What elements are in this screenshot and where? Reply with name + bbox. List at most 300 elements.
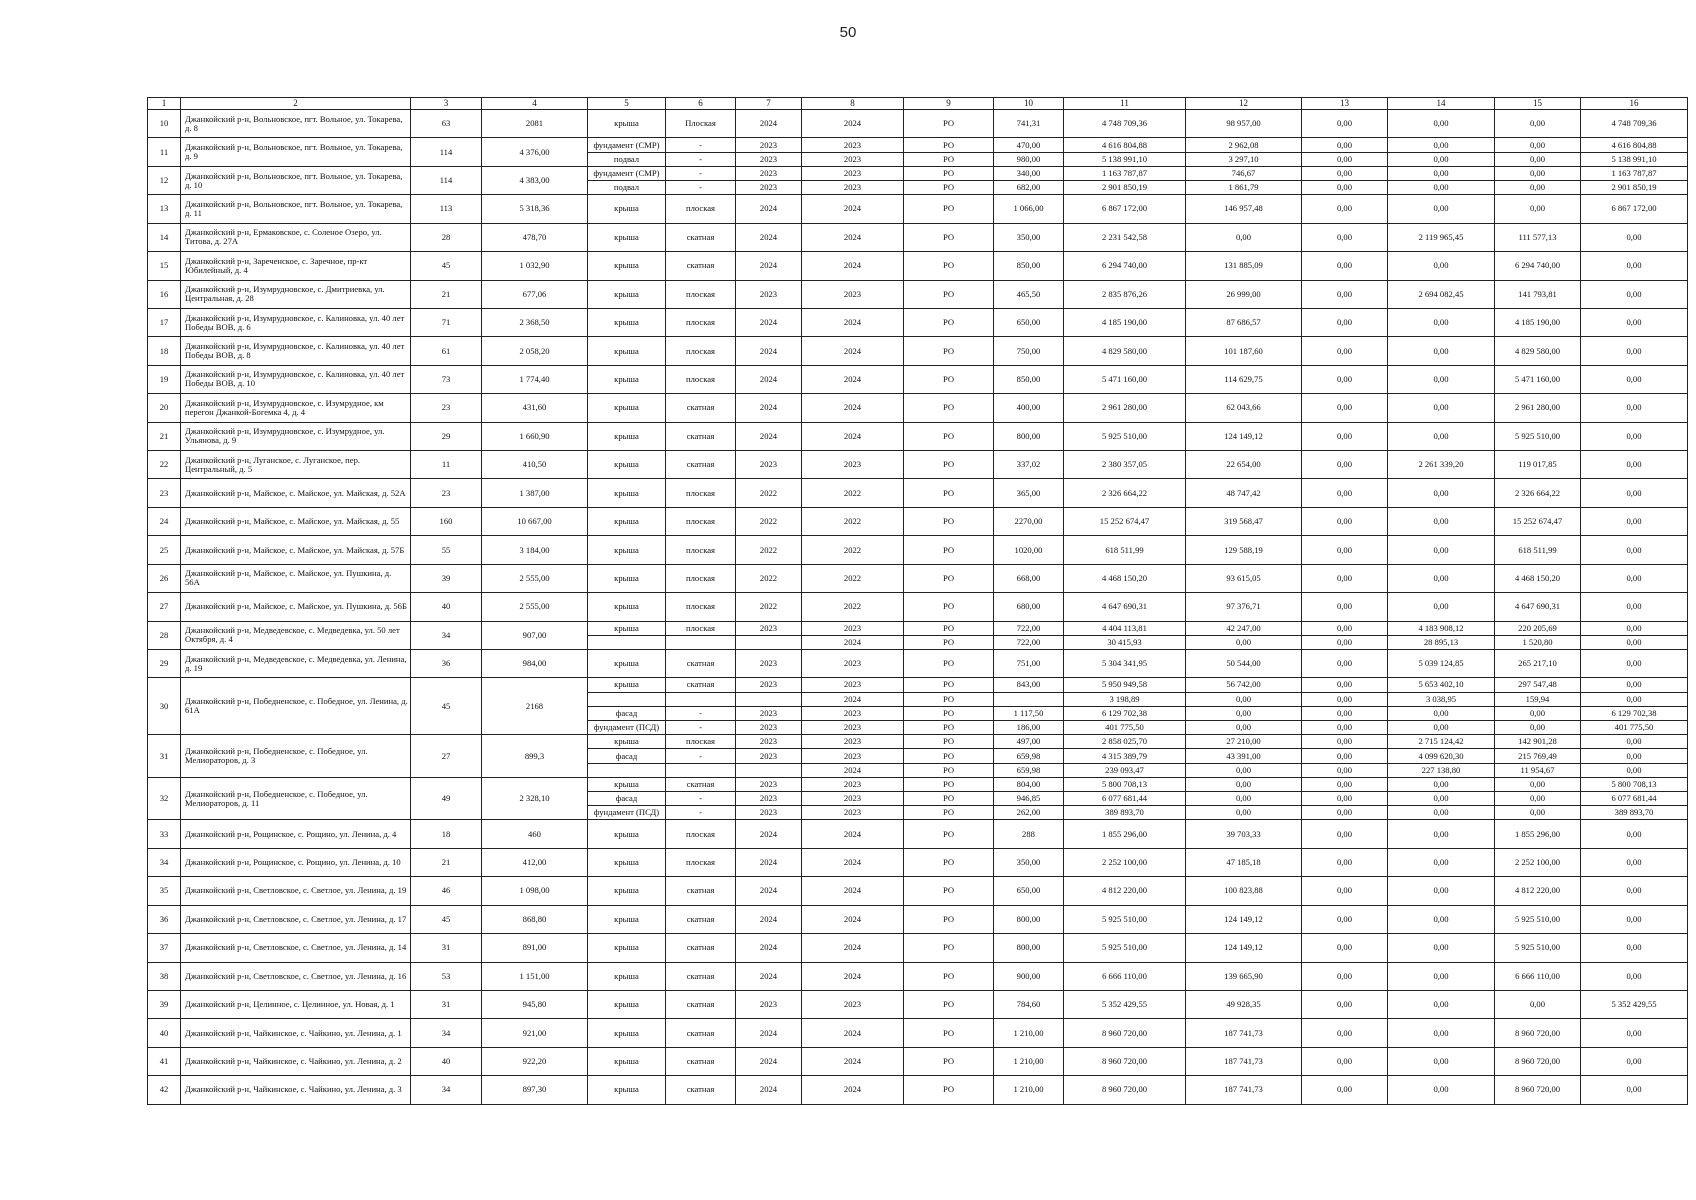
plan-year-cell: 2023 bbox=[736, 451, 802, 479]
table-row bbox=[148, 110, 1688, 138]
table-row bbox=[148, 536, 1688, 564]
federal-funds-cell: 0,00 bbox=[1302, 138, 1388, 152]
column-number-2: 2 bbox=[181, 98, 411, 110]
work-year-cell: 2022 bbox=[802, 479, 904, 507]
local-funds-cell: 297 547,48 bbox=[1495, 678, 1581, 692]
work-element-cell: крыша bbox=[588, 507, 666, 535]
work-volume-cell: 650,00 bbox=[994, 308, 1064, 336]
cost-per-unit-cell: 114 629,75 bbox=[1186, 365, 1302, 393]
table-header bbox=[148, 98, 1688, 110]
federal-funds-cell: 0,00 bbox=[1302, 422, 1388, 450]
cost-per-unit-cell: 139 665,90 bbox=[1186, 962, 1302, 990]
work-volume-cell: 784,60 bbox=[994, 990, 1064, 1018]
regional-funds-cell: 0,00 bbox=[1388, 536, 1495, 564]
operator-cell: РО bbox=[904, 593, 994, 621]
plan-year-cell: 2023 bbox=[736, 792, 802, 806]
local-funds-cell: 1 520,80 bbox=[1495, 635, 1581, 649]
plan-year-cell: 2022 bbox=[736, 507, 802, 535]
cost-per-unit-cell: 100 823,88 bbox=[1186, 877, 1302, 905]
work-volume-cell: 350,00 bbox=[994, 848, 1064, 876]
operator-cell: РО bbox=[904, 564, 994, 592]
building-area: 2081 bbox=[482, 110, 588, 138]
building-address: Джанкойский р-н, Изумрудновское, с. Изумрудное, ул. Ульянова, д. 9 bbox=[181, 422, 411, 450]
owner-funds-cell: 6 129 702,38 bbox=[1581, 706, 1688, 720]
row-number: 16 bbox=[148, 280, 181, 308]
work-year-cell: 2024 bbox=[802, 635, 904, 649]
work-year-cell: 2024 bbox=[802, 820, 904, 848]
regional-funds-cell: 0,00 bbox=[1388, 1076, 1495, 1104]
cost-per-unit-cell: 319 568,47 bbox=[1186, 507, 1302, 535]
work-element-cell: фасад bbox=[588, 706, 666, 720]
federal-funds-cell: 0,00 bbox=[1302, 848, 1388, 876]
owner-funds-cell: 0,00 bbox=[1581, 337, 1688, 365]
regional-funds-cell: 227 138,80 bbox=[1388, 763, 1495, 777]
operator-cell: РО bbox=[904, 678, 994, 692]
row-number: 27 bbox=[148, 593, 181, 621]
cost-per-unit-cell: 0,00 bbox=[1186, 806, 1302, 820]
column-number-1: 1 bbox=[148, 98, 181, 110]
local-funds-cell: 220 205,69 bbox=[1495, 621, 1581, 635]
row-number: 14 bbox=[148, 223, 181, 251]
operator-cell: РО bbox=[904, 877, 994, 905]
apartments-count: 23 bbox=[411, 479, 482, 507]
local-funds-cell: 0,00 bbox=[1495, 721, 1581, 735]
total-cost-cell: 5 925 510,00 bbox=[1064, 934, 1186, 962]
work-subtype-cell bbox=[666, 692, 736, 706]
table-row bbox=[148, 934, 1688, 962]
building-area: 412,00 bbox=[482, 848, 588, 876]
work-year-cell: 2024 bbox=[802, 195, 904, 223]
table-row bbox=[148, 905, 1688, 933]
local-funds-cell: 4 647 690,31 bbox=[1495, 593, 1581, 621]
work-element-cell: крыша bbox=[588, 280, 666, 308]
row-number: 17 bbox=[148, 308, 181, 336]
work-volume-cell: 751,00 bbox=[994, 649, 1064, 677]
work-element-cell: крыша bbox=[588, 621, 666, 635]
row-number: 19 bbox=[148, 365, 181, 393]
operator-cell: РО bbox=[904, 848, 994, 876]
plan-year-cell: 2024 bbox=[736, 905, 802, 933]
work-volume-cell: 497,00 bbox=[994, 735, 1064, 749]
work-element-cell: крыша bbox=[588, 451, 666, 479]
building-address: Джанкойский р-н, Вольновское, пгт. Вольное, ул. Токарева, д. 10 bbox=[181, 166, 411, 194]
table-row bbox=[148, 507, 1688, 535]
building-address: Джанкойский р-н, Майское, с. Майское, ул. Майская, д. 57Б bbox=[181, 536, 411, 564]
work-volume-cell: 1 210,00 bbox=[994, 1019, 1064, 1047]
plan-year-cell: 2023 bbox=[736, 152, 802, 166]
local-funds-cell: 8 960 720,00 bbox=[1495, 1047, 1581, 1075]
owner-funds-cell: 0,00 bbox=[1581, 763, 1688, 777]
cost-per-unit-cell: 42 247,00 bbox=[1186, 621, 1302, 635]
table-row bbox=[148, 394, 1688, 422]
local-funds-cell: 5 925 510,00 bbox=[1495, 905, 1581, 933]
building-area: 5 318,36 bbox=[482, 195, 588, 223]
regional-funds-cell: 5 653 402,10 bbox=[1388, 678, 1495, 692]
work-subtype-cell: Плоская bbox=[666, 110, 736, 138]
building-address: Джанкойский р-н, Изумрудновское, с. Калиновка, ул. 40 лет Победы ВОВ, д. 10 bbox=[181, 365, 411, 393]
apartments-count: 61 bbox=[411, 337, 482, 365]
owner-funds-cell: 4 748 709,36 bbox=[1581, 110, 1688, 138]
building-address: Джанкойский р-н, Светловское, с. Светлое, ул. Ленина, д. 16 bbox=[181, 962, 411, 990]
operator-cell: РО bbox=[904, 777, 994, 791]
building-address: Джанкойский р-н, Майское, с. Майское, ул. Пушкина, д. 56А bbox=[181, 564, 411, 592]
federal-funds-cell: 0,00 bbox=[1302, 451, 1388, 479]
operator-cell: РО bbox=[904, 621, 994, 635]
building-address: Джанкойский р-н, Ермаковское, с. Соленое Озеро, ул. Титова, д. 27А bbox=[181, 223, 411, 251]
owner-funds-cell: 0,00 bbox=[1581, 394, 1688, 422]
building-address: Джанкойский р-н, Изумрудновское, с. Калиновка, ул. 40 лет Победы ВОВ, д. 8 bbox=[181, 337, 411, 365]
plan-year-cell: 2023 bbox=[736, 806, 802, 820]
building-area: 907,00 bbox=[482, 621, 588, 649]
work-year-cell: 2024 bbox=[802, 934, 904, 962]
building-area: 1 098,00 bbox=[482, 877, 588, 905]
work-year-cell: 2023 bbox=[802, 451, 904, 479]
building-area: 2 555,00 bbox=[482, 564, 588, 592]
total-cost-cell: 618 511,99 bbox=[1064, 536, 1186, 564]
cost-per-unit-cell: 26 999,00 bbox=[1186, 280, 1302, 308]
operator-cell: РО bbox=[904, 1019, 994, 1047]
plan-year-cell: 2023 bbox=[736, 138, 802, 152]
cost-per-unit-cell: 129 588,19 bbox=[1186, 536, 1302, 564]
operator-cell: РО bbox=[904, 507, 994, 535]
owner-funds-cell: 4 616 804,88 bbox=[1581, 138, 1688, 152]
work-element-cell: крыша bbox=[588, 422, 666, 450]
work-element-cell: фасад bbox=[588, 792, 666, 806]
work-subtype-cell: скатная bbox=[666, 394, 736, 422]
total-cost-cell: 6 666 110,00 bbox=[1064, 962, 1186, 990]
regional-funds-cell: 0,00 bbox=[1388, 962, 1495, 990]
total-cost-cell: 4 468 150,20 bbox=[1064, 564, 1186, 592]
table-row bbox=[148, 1076, 1688, 1104]
work-volume-cell: 682,00 bbox=[994, 181, 1064, 195]
work-volume-cell: 1020,00 bbox=[994, 536, 1064, 564]
cost-per-unit-cell: 0,00 bbox=[1186, 706, 1302, 720]
work-year-cell: 2022 bbox=[802, 507, 904, 535]
work-element-cell: крыша bbox=[588, 678, 666, 692]
row-number: 36 bbox=[148, 905, 181, 933]
work-element-cell: крыша bbox=[588, 195, 666, 223]
work-subtype-cell: - bbox=[666, 806, 736, 820]
work-element-cell: крыша bbox=[588, 479, 666, 507]
owner-funds-cell: 0,00 bbox=[1581, 536, 1688, 564]
work-element-cell: фундамент (СМР) bbox=[588, 166, 666, 180]
plan-year-cell: 2024 bbox=[736, 877, 802, 905]
column-number-16: 16 bbox=[1581, 98, 1688, 110]
plan-year-cell: 2023 bbox=[736, 621, 802, 635]
work-element-cell: крыша bbox=[588, 564, 666, 592]
column-number-13: 13 bbox=[1302, 98, 1388, 110]
cost-per-unit-cell: 39 703,33 bbox=[1186, 820, 1302, 848]
apartments-count: 49 bbox=[411, 777, 482, 820]
row-number: 38 bbox=[148, 962, 181, 990]
work-subtype-cell: скатная bbox=[666, 1076, 736, 1104]
total-cost-cell: 1 855 296,00 bbox=[1064, 820, 1186, 848]
regional-funds-cell: 2 694 082,45 bbox=[1388, 280, 1495, 308]
building-address: Джанкойский р-н, Победненское, с. Победное, ул. Мелиораторов, д. 3 bbox=[181, 735, 411, 778]
work-element-cell: крыша bbox=[588, 1076, 666, 1104]
operator-cell: РО bbox=[904, 1076, 994, 1104]
row-number: 42 bbox=[148, 1076, 181, 1104]
apartments-count: 73 bbox=[411, 365, 482, 393]
federal-funds-cell: 0,00 bbox=[1302, 749, 1388, 763]
owner-funds-cell: 389 893,70 bbox=[1581, 806, 1688, 820]
owner-funds-cell: 0,00 bbox=[1581, 280, 1688, 308]
plan-year-cell: 2023 bbox=[736, 706, 802, 720]
plan-year-cell: 2024 bbox=[736, 308, 802, 336]
row-number: 28 bbox=[148, 621, 181, 649]
building-area: 1 774,40 bbox=[482, 365, 588, 393]
building-area: 677,06 bbox=[482, 280, 588, 308]
owner-funds-cell: 0,00 bbox=[1581, 593, 1688, 621]
building-address: Джанкойский р-н, Чайкинское, с. Чайкино, ул. Ленина, д. 2 bbox=[181, 1047, 411, 1075]
work-year-cell: 2024 bbox=[802, 308, 904, 336]
regional-funds-cell: 0,00 bbox=[1388, 337, 1495, 365]
cost-per-unit-cell: 27 210,00 bbox=[1186, 735, 1302, 749]
building-area: 922,20 bbox=[482, 1047, 588, 1075]
plan-year-cell: 2024 bbox=[736, 365, 802, 393]
work-subtype-cell: - bbox=[666, 138, 736, 152]
owner-funds-cell: 0,00 bbox=[1581, 649, 1688, 677]
plan-year-cell: 2024 bbox=[736, 252, 802, 280]
total-cost-cell: 5 950 949,58 bbox=[1064, 678, 1186, 692]
regional-funds-cell: 0,00 bbox=[1388, 706, 1495, 720]
owner-funds-cell: 0,00 bbox=[1581, 749, 1688, 763]
building-area: 4 376,00 bbox=[482, 138, 588, 166]
operator-cell: РО bbox=[904, 195, 994, 223]
local-funds-cell: 265 217,10 bbox=[1495, 649, 1581, 677]
regional-funds-cell: 0,00 bbox=[1388, 138, 1495, 152]
federal-funds-cell: 0,00 bbox=[1302, 905, 1388, 933]
federal-funds-cell: 0,00 bbox=[1302, 181, 1388, 195]
column-number-row bbox=[148, 98, 1688, 110]
work-subtype-cell: - bbox=[666, 181, 736, 195]
regional-funds-cell: 0,00 bbox=[1388, 877, 1495, 905]
work-year-cell: 2024 bbox=[802, 1047, 904, 1075]
federal-funds-cell: 0,00 bbox=[1302, 721, 1388, 735]
cost-per-unit-cell: 0,00 bbox=[1186, 635, 1302, 649]
cost-per-unit-cell: 187 741,73 bbox=[1186, 1076, 1302, 1104]
operator-cell: РО bbox=[904, 166, 994, 180]
cost-per-unit-cell: 0,00 bbox=[1186, 777, 1302, 791]
regional-funds-cell: 2 715 124,42 bbox=[1388, 735, 1495, 749]
owner-funds-cell: 0,00 bbox=[1581, 934, 1688, 962]
owner-funds-cell: 0,00 bbox=[1581, 422, 1688, 450]
cost-per-unit-cell: 3 297,10 bbox=[1186, 152, 1302, 166]
operator-cell: РО bbox=[904, 721, 994, 735]
work-element-cell: крыша bbox=[588, 820, 666, 848]
total-cost-cell: 4 315 389,79 bbox=[1064, 749, 1186, 763]
plan-year-cell: 2023 bbox=[736, 181, 802, 195]
row-number: 29 bbox=[148, 649, 181, 677]
regional-funds-cell: 0,00 bbox=[1388, 1019, 1495, 1047]
total-cost-cell: 6 294 740,00 bbox=[1064, 252, 1186, 280]
work-year-cell: 2024 bbox=[802, 1076, 904, 1104]
local-funds-cell: 5 471 160,00 bbox=[1495, 365, 1581, 393]
table-row bbox=[148, 877, 1688, 905]
total-cost-cell: 8 960 720,00 bbox=[1064, 1047, 1186, 1075]
building-address: Джанкойский р-н, Победненское, с. Победное, ул. Мелиораторов, д. 11 bbox=[181, 777, 411, 820]
table-row bbox=[148, 1019, 1688, 1047]
apartments-count: 114 bbox=[411, 138, 482, 166]
owner-funds-cell: 0,00 bbox=[1581, 223, 1688, 251]
work-volume-cell: 337,02 bbox=[994, 451, 1064, 479]
table-row bbox=[148, 451, 1688, 479]
work-element-cell: крыша bbox=[588, 990, 666, 1018]
cost-per-unit-cell: 124 149,12 bbox=[1186, 905, 1302, 933]
building-area: 2 058,20 bbox=[482, 337, 588, 365]
cost-per-unit-cell: 97 376,71 bbox=[1186, 593, 1302, 621]
total-cost-cell: 2 252 100,00 bbox=[1064, 848, 1186, 876]
work-volume-cell: 850,00 bbox=[994, 365, 1064, 393]
work-volume-cell: 900,00 bbox=[994, 962, 1064, 990]
local-funds-cell: 618 511,99 bbox=[1495, 536, 1581, 564]
row-number: 37 bbox=[148, 934, 181, 962]
building-area: 4 383,00 bbox=[482, 166, 588, 194]
work-subtype-cell: - bbox=[666, 706, 736, 720]
total-cost-cell: 5 471 160,00 bbox=[1064, 365, 1186, 393]
cost-per-unit-cell: 2 962,08 bbox=[1186, 138, 1302, 152]
row-number: 11 bbox=[148, 138, 181, 166]
owner-funds-cell: 0,00 bbox=[1581, 735, 1688, 749]
work-element-cell: крыша bbox=[588, 777, 666, 791]
plan-year-cell: 2024 bbox=[736, 337, 802, 365]
plan-year-cell: 2023 bbox=[736, 280, 802, 308]
row-number: 33 bbox=[148, 820, 181, 848]
work-volume-cell: 804,00 bbox=[994, 777, 1064, 791]
column-number-6: 6 bbox=[666, 98, 736, 110]
operator-cell: РО bbox=[904, 905, 994, 933]
cost-per-unit-cell: 0,00 bbox=[1186, 792, 1302, 806]
local-funds-cell: 5 925 510,00 bbox=[1495, 934, 1581, 962]
work-subtype-cell: скатная bbox=[666, 1019, 736, 1047]
owner-funds-cell: 0,00 bbox=[1581, 621, 1688, 635]
operator-cell: РО bbox=[904, 749, 994, 763]
total-cost-cell: 4 829 580,00 bbox=[1064, 337, 1186, 365]
table-row bbox=[148, 848, 1688, 876]
building-address: Джанкойский р-н, Светловское, с. Светлое, ул. Ленина, д. 19 bbox=[181, 877, 411, 905]
federal-funds-cell: 0,00 bbox=[1302, 678, 1388, 692]
operator-cell: РО bbox=[904, 735, 994, 749]
total-cost-cell: 2 961 280,00 bbox=[1064, 394, 1186, 422]
federal-funds-cell: 0,00 bbox=[1302, 877, 1388, 905]
total-cost-cell: 6 129 702,38 bbox=[1064, 706, 1186, 720]
plan-year-cell: 2022 bbox=[736, 564, 802, 592]
building-area: 3 184,00 bbox=[482, 536, 588, 564]
work-year-cell: 2024 bbox=[802, 422, 904, 450]
plan-year-cell: 2024 bbox=[736, 223, 802, 251]
federal-funds-cell: 0,00 bbox=[1302, 1047, 1388, 1075]
work-volume-cell bbox=[994, 692, 1064, 706]
local-funds-cell: 15 252 674,47 bbox=[1495, 507, 1581, 535]
work-volume-cell: 722,00 bbox=[994, 621, 1064, 635]
work-subtype-cell: плоская bbox=[666, 280, 736, 308]
building-area: 921,00 bbox=[482, 1019, 588, 1047]
local-funds-cell: 0,00 bbox=[1495, 195, 1581, 223]
work-element-cell: фасад bbox=[588, 749, 666, 763]
operator-cell: РО bbox=[904, 1047, 994, 1075]
operator-cell: РО bbox=[904, 990, 994, 1018]
cost-per-unit-cell: 124 149,12 bbox=[1186, 422, 1302, 450]
owner-funds-cell: 0,00 bbox=[1581, 962, 1688, 990]
owner-funds-cell: 0,00 bbox=[1581, 678, 1688, 692]
operator-cell: РО bbox=[904, 181, 994, 195]
row-number: 15 bbox=[148, 252, 181, 280]
column-number-15: 15 bbox=[1495, 98, 1581, 110]
work-subtype-cell: - bbox=[666, 749, 736, 763]
total-cost-cell: 4 404 113,81 bbox=[1064, 621, 1186, 635]
cost-per-unit-cell: 50 544,00 bbox=[1186, 649, 1302, 677]
regional-funds-cell: 0,00 bbox=[1388, 1047, 1495, 1075]
owner-funds-cell: 6 077 681,44 bbox=[1581, 792, 1688, 806]
work-subtype-cell: - bbox=[666, 721, 736, 735]
operator-cell: РО bbox=[904, 635, 994, 649]
regional-funds-cell: 0,00 bbox=[1388, 990, 1495, 1018]
apartments-count: 34 bbox=[411, 1076, 482, 1104]
operator-cell: РО bbox=[904, 152, 994, 166]
owner-funds-cell: 0,00 bbox=[1581, 479, 1688, 507]
local-funds-cell: 4 185 190,00 bbox=[1495, 308, 1581, 336]
regional-funds-cell: 0,00 bbox=[1388, 181, 1495, 195]
regional-funds-cell: 0,00 bbox=[1388, 564, 1495, 592]
federal-funds-cell: 0,00 bbox=[1302, 479, 1388, 507]
regional-funds-cell: 0,00 bbox=[1388, 479, 1495, 507]
operator-cell: РО bbox=[904, 792, 994, 806]
work-element-cell: подвал bbox=[588, 152, 666, 166]
building-address: Джанкойский р-н, Рощинское, с. Рощино, ул. Ленина, д. 4 bbox=[181, 820, 411, 848]
work-subtype-cell bbox=[666, 763, 736, 777]
building-area: 1 660,90 bbox=[482, 422, 588, 450]
owner-funds-cell: 5 800 708,13 bbox=[1581, 777, 1688, 791]
apartments-count: 45 bbox=[411, 678, 482, 735]
column-number-10: 10 bbox=[994, 98, 1064, 110]
operator-cell: РО bbox=[904, 479, 994, 507]
work-year-cell: 2024 bbox=[802, 110, 904, 138]
regional-funds-cell: 0,00 bbox=[1388, 934, 1495, 962]
work-year-cell: 2023 bbox=[802, 749, 904, 763]
work-volume-cell: 659,98 bbox=[994, 749, 1064, 763]
work-element-cell: крыша bbox=[588, 394, 666, 422]
federal-funds-cell: 0,00 bbox=[1302, 280, 1388, 308]
building-area: 899,3 bbox=[482, 735, 588, 778]
cost-per-unit-cell: 56 742,00 bbox=[1186, 678, 1302, 692]
work-subtype-cell: - bbox=[666, 792, 736, 806]
owner-funds-cell: 0,00 bbox=[1581, 1047, 1688, 1075]
federal-funds-cell: 0,00 bbox=[1302, 166, 1388, 180]
cost-per-unit-cell: 187 741,73 bbox=[1186, 1019, 1302, 1047]
building-address: Джанкойский р-н, Чайкинское, с. Чайкино, ул. Ленина, д. 1 bbox=[181, 1019, 411, 1047]
page-number: 50 bbox=[839, 24, 857, 41]
apartments-count: 63 bbox=[411, 110, 482, 138]
operator-cell: РО bbox=[904, 649, 994, 677]
plan-year-cell: 2023 bbox=[736, 166, 802, 180]
work-element-cell: фундамент (ПСД) bbox=[588, 721, 666, 735]
cost-per-unit-cell: 0,00 bbox=[1186, 763, 1302, 777]
table-row bbox=[148, 138, 1688, 152]
apartments-count: 114 bbox=[411, 166, 482, 194]
local-funds-cell: 8 960 720,00 bbox=[1495, 1076, 1581, 1104]
total-cost-cell: 5 800 708,13 bbox=[1064, 777, 1186, 791]
work-subtype-cell: скатная bbox=[666, 990, 736, 1018]
owner-funds-cell: 0,00 bbox=[1581, 692, 1688, 706]
building-address: Джанкойский р-н, Светловское, с. Светлое, ул. Ленина, д. 14 bbox=[181, 934, 411, 962]
work-year-cell: 2024 bbox=[802, 763, 904, 777]
local-funds-cell: 0,00 bbox=[1495, 806, 1581, 820]
local-funds-cell: 6 666 110,00 bbox=[1495, 962, 1581, 990]
building-address: Джанкойский р-н, Рощинское, с. Рощино, ул. Ленина, д. 10 bbox=[181, 848, 411, 876]
local-funds-cell: 4 829 580,00 bbox=[1495, 337, 1581, 365]
federal-funds-cell: 0,00 bbox=[1302, 763, 1388, 777]
work-volume-cell: 1 210,00 bbox=[994, 1076, 1064, 1104]
